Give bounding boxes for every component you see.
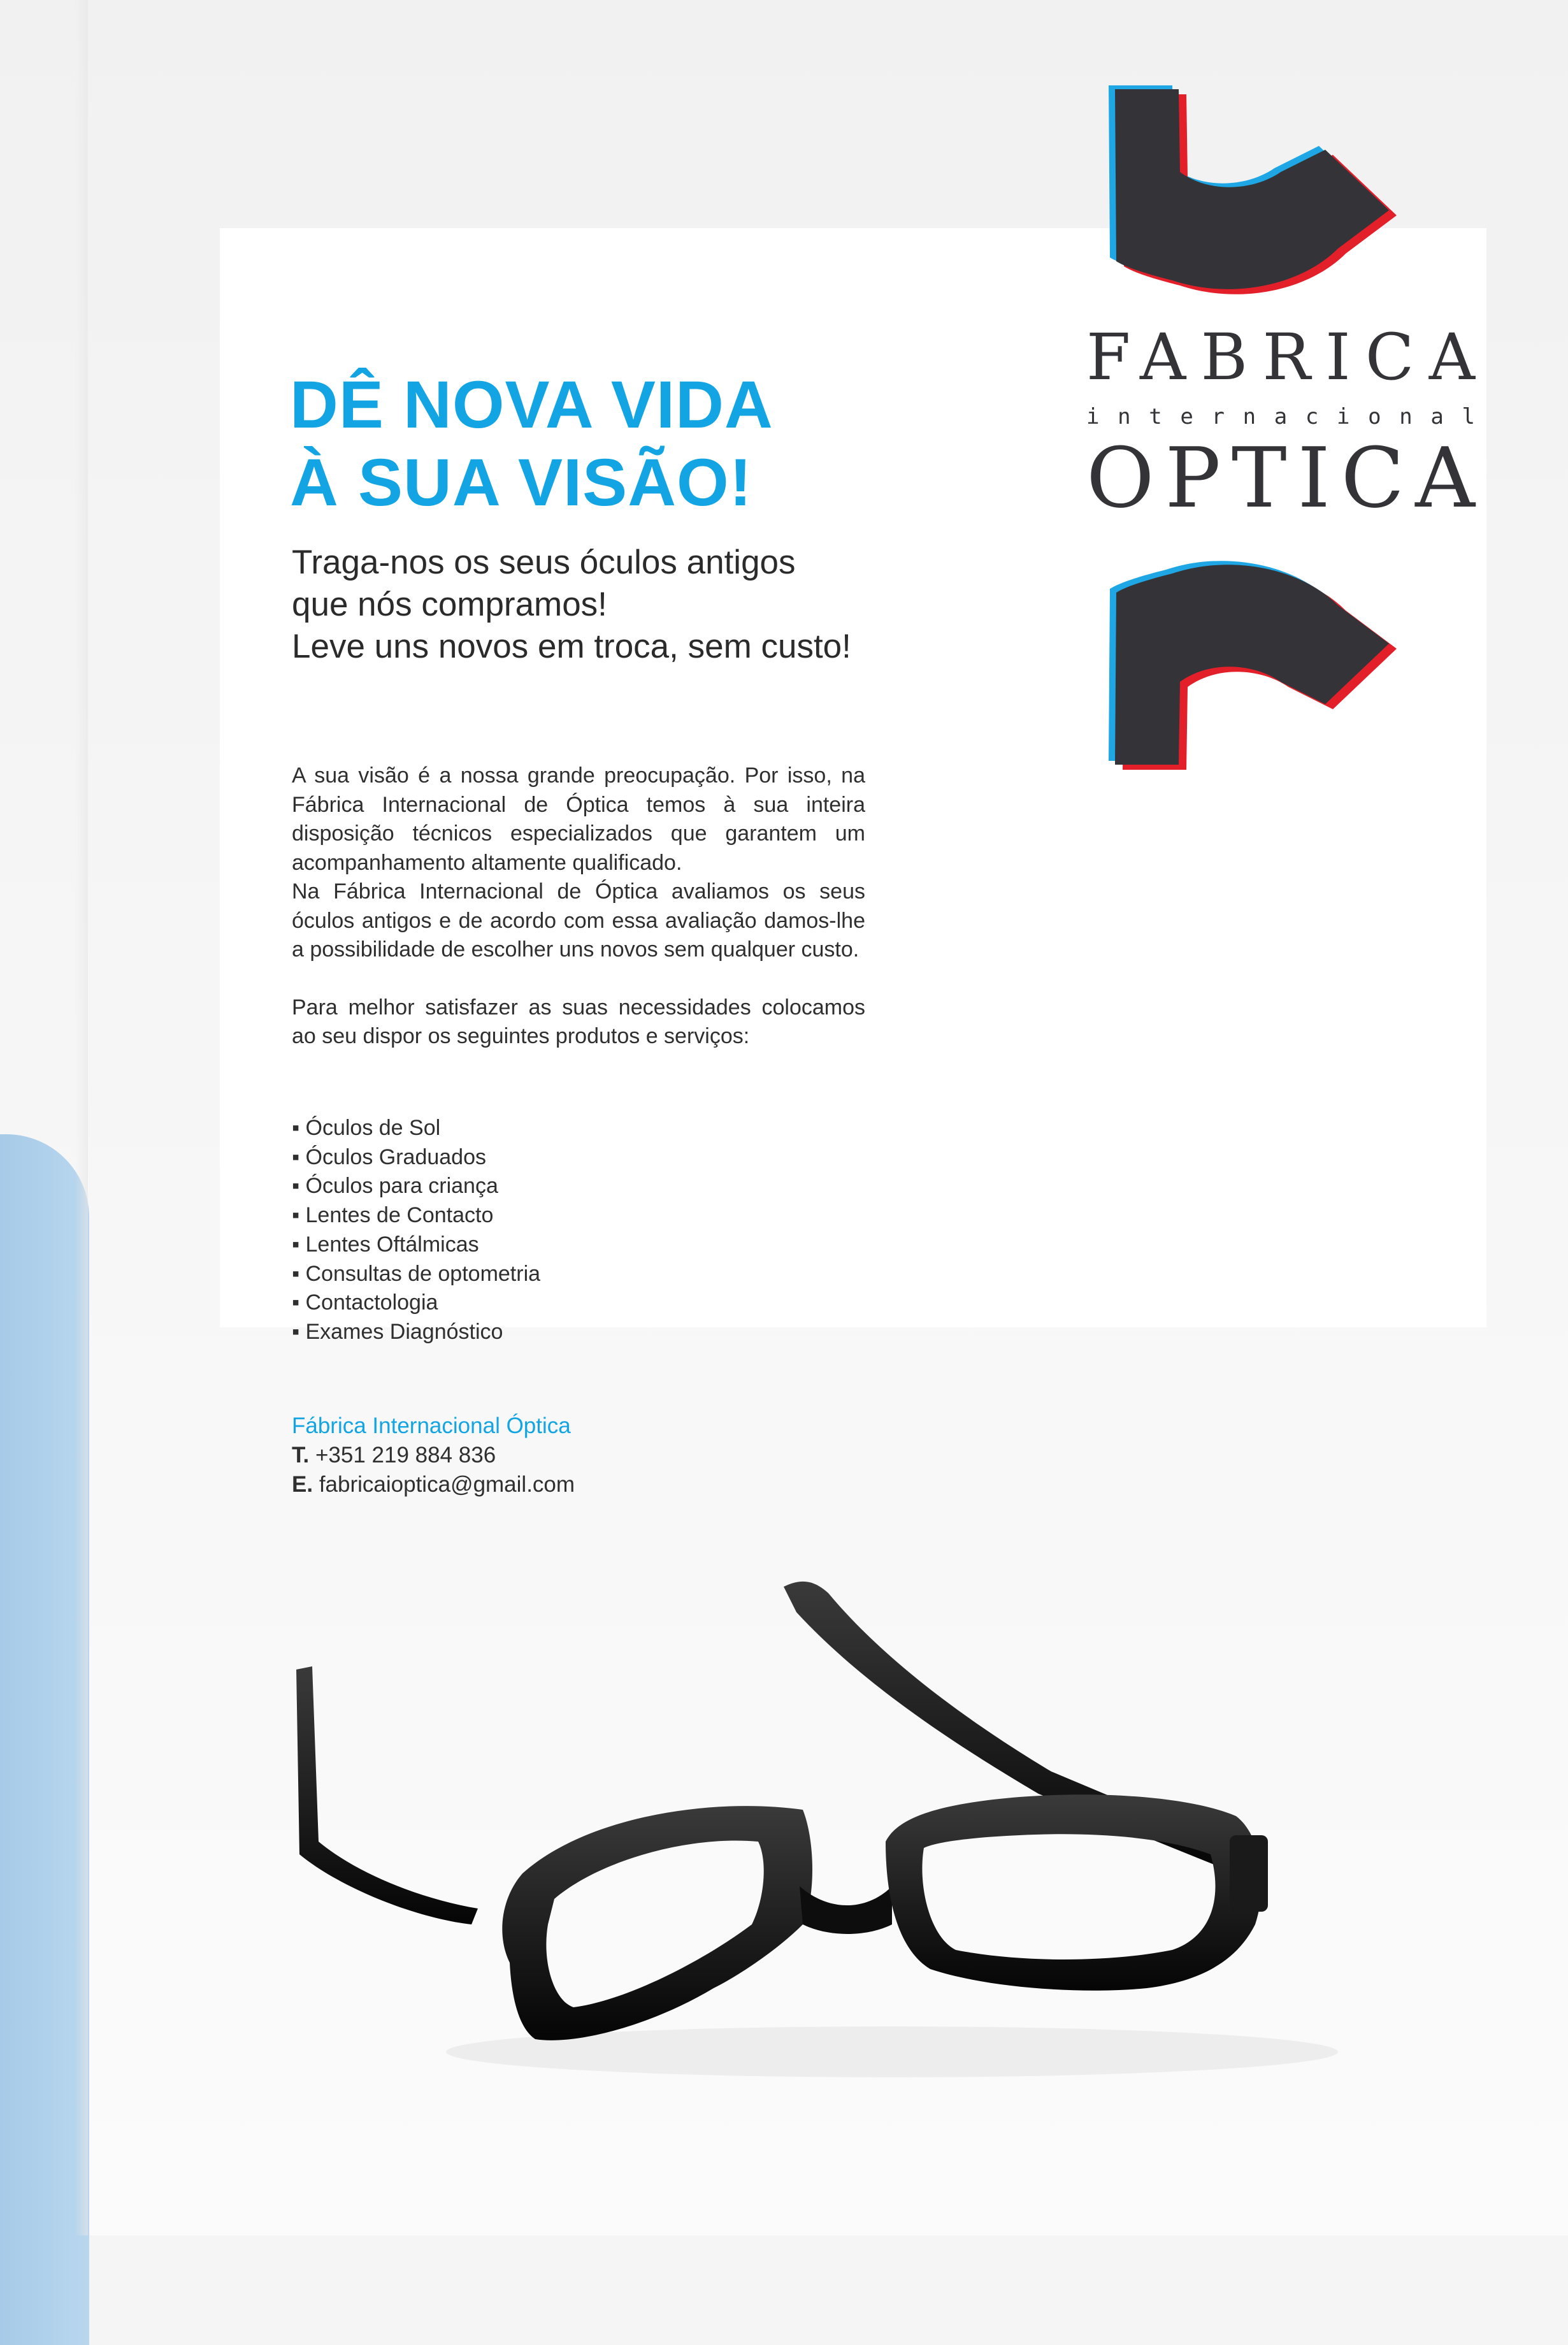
- phone-number: +351 219 884 836: [315, 1443, 496, 1468]
- email-label: E.: [292, 1472, 313, 1497]
- service-item: ▪ Lentes de Contacto: [292, 1201, 540, 1230]
- service-item: ▪ Óculos Graduados: [292, 1143, 540, 1172]
- service-item: ▪ Contactologia: [292, 1288, 540, 1318]
- logo-word-middle: internacional: [1086, 404, 1475, 429]
- phone-line: [292, 1441, 575, 1470]
- left-margin-shade: [0, 0, 88, 2235]
- headline-line-2: À SUA VISÃO!: [290, 445, 752, 520]
- headline-line-1: DÊ NOVA VIDA: [290, 368, 773, 442]
- body-paragraph-2: Na Fábrica Internacional de Óptica avaliamos os seus óculos antigos e de acordo com essa avaliação damos-lhe a possibilidade de escolher uns novos sem qualquer custo.: [292, 879, 865, 962]
- subheadline: [292, 542, 851, 668]
- service-item: ▪ Óculos para criança: [292, 1172, 540, 1201]
- contact-block: [292, 1411, 575, 1499]
- body-paragraph-3: Para melhor satisfazer as suas necessidades colocamos ao seu dispor os seguintes produtos e serviços:: [292, 995, 865, 1048]
- body-paragraph-1: A sua visão é a nossa grande preocupação. Por isso, na Fábrica Internacional de Óptica temos à sua inteira disposição técnicos especializados que garantem um acompanhamento altamente qualificado.: [292, 763, 865, 875]
- service-item: ▪ Consultas de optometria: [292, 1260, 540, 1289]
- subheadline-line-2: que nós compramos!: [292, 586, 607, 623]
- phone-label: T.: [292, 1443, 310, 1468]
- logo-word-top: FABRICA: [1086, 320, 1475, 394]
- service-item: ▪ Exames Diagnóstico: [292, 1318, 540, 1347]
- subheadline-line-3: Leve uns novos em troca, sem custo!: [292, 628, 851, 665]
- subheadline-line-1: Traga-nos os seus óculos antigos: [292, 544, 796, 581]
- services-list: [292, 1114, 540, 1347]
- company-name: Fábrica Internacional Óptica: [292, 1413, 571, 1438]
- email-line: [292, 1470, 575, 1499]
- service-item: ▪ Óculos de Sol: [292, 1114, 540, 1143]
- gear-top-icon: [1109, 85, 1397, 294]
- gear-bottom-icon: [1109, 561, 1397, 770]
- fabrica-optica-logo: [1070, 76, 1491, 777]
- logo-word-bottom: OPTICA: [1086, 429, 1475, 526]
- service-item: ▪ Lentes Oftálmicas: [292, 1230, 540, 1260]
- body-text: [292, 761, 865, 1051]
- email-address: fabricaioptica@gmail.com: [319, 1472, 575, 1497]
- eyeglasses-image: [255, 1542, 1465, 2116]
- headline: [290, 366, 773, 522]
